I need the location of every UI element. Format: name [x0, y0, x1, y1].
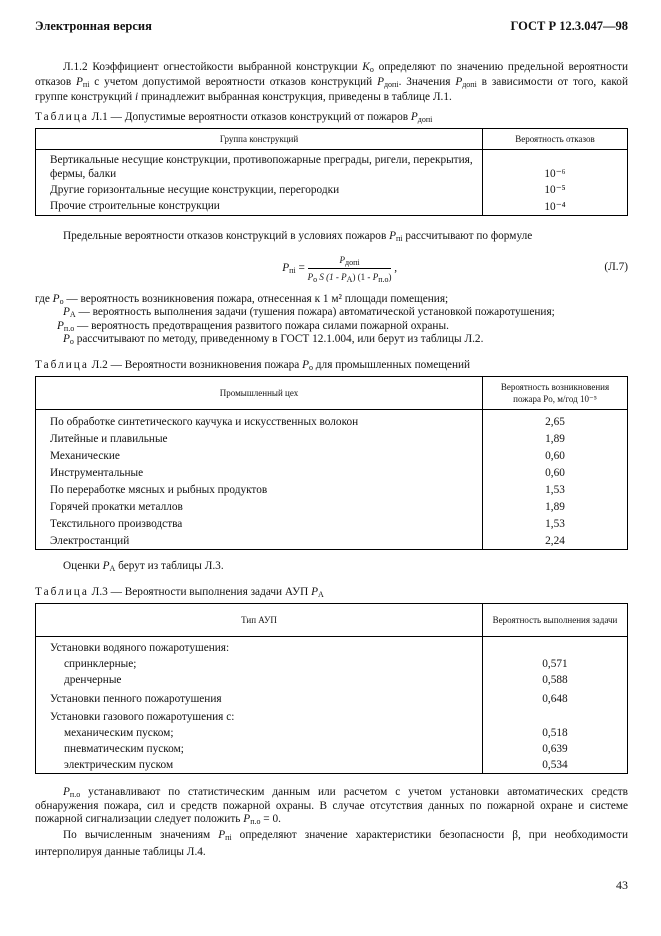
table1: [35, 128, 628, 216]
formula-number: (Л.7): [604, 261, 628, 274]
formula-expression: $P_{пi}$ = $\frac{P_{допi}}{P_o S (1 - P_A) (1 - P_{п.о})}$ ,: [282, 254, 398, 284]
formula-legend: [35, 293, 628, 347]
table2: [35, 376, 628, 550]
subscript: o: [369, 64, 374, 74]
table1-header-group: Группа конструкций: [36, 129, 483, 150]
p1-text-f: принадлежит выбранная конструкция, приведены в таблице Л.1.: [138, 90, 452, 103]
table3-header-probability: Вероятность выполнения задачи: [483, 604, 628, 637]
subscript: допi: [383, 79, 399, 89]
table3-caption: Таблица Л.3 — Вероятности выполнения задачи АУП $P_A$: [35, 585, 324, 599]
table-row: Установки водяного пожаротушения:: [36, 637, 628, 657]
table-row: Другие горизонтальные несущие конструкции, перегородки 10⁻⁵: [36, 182, 628, 198]
paragraph-beta-text: По вычисленным значениям $P_{пi}$ определяют значение характеристики безопасности β, при необходимости интерполируя данные таблицы Л.4.: [35, 828, 628, 858]
legend-line: $P_A$ — вероятность выполнения задачи (тушения пожара) автоматической установкой пожаротушения;: [63, 306, 555, 319]
table-row: Инструментальные 0,60: [36, 464, 628, 481]
table2-caption: Таблица Л.2 — Вероятности возникновения пожара $P_o$ для промышленных помещений: [35, 358, 471, 372]
table-row: дренчерные 0,588: [36, 672, 628, 688]
table-row: Прочие строительные конструкции 10⁻⁴: [36, 198, 628, 216]
p1-text-c: с учетом допустимой вероятности отказов конструкций: [89, 75, 378, 88]
formula-l7: [35, 254, 628, 283]
header-left: Электронная версия: [35, 19, 152, 33]
table-row: спринклерные; 0,571: [36, 656, 628, 672]
table-row: Вертикальные несущие конструкции, противопожарные преграды, ригели, перекрытия, фермы, балки 10⁻⁶: [36, 150, 628, 183]
symbol-p: P: [455, 75, 463, 88]
table-row: Текстильного производства 1,53: [36, 515, 628, 532]
table-row: Механические 0,60: [36, 447, 628, 464]
table1-header-probability: Вероятность отказов: [483, 129, 628, 150]
legend-line: $P_{п.о}$ — вероятность предотвращения развитого пожара силами пожарной охраны.: [57, 319, 449, 333]
paragraph-ppo-text: $P_{п.о}$ устанавливают по статистическим данным или расчетом с учетом установки автоматических средств обнаружения пожара, сил и средств пожарной охраны. В случае отсутствия данных по пожарной охране и системе пожарной сигнализации следует положить $P_{п.о} = 0$.: [35, 786, 628, 826]
symbol-i: i: [135, 90, 139, 103]
subscript: допi: [462, 79, 477, 89]
symbol-p: P: [377, 75, 384, 88]
paragraph-l12: [35, 60, 628, 105]
paragraph-ppo: [35, 786, 628, 861]
header-right: ГОСТ Р 12.3.047—98: [510, 19, 628, 33]
table-row: механическим пуском; 0,518: [36, 725, 628, 741]
p1-text-d: . Значения: [398, 75, 456, 88]
legend-line: $P_o$ рассчитывают по методу, приведенному в ГОСТ 12.1.004, или берут из таблицы Л.2.: [63, 333, 484, 346]
table-row: пневматическим пуском; 0,639: [36, 741, 628, 757]
table-row: Установки газового пожаротушения с:: [36, 707, 628, 725]
p1-text-e: в зависимости от того, какой группе конструкций: [35, 75, 628, 103]
table-row: электрическим пуском 0,534: [36, 757, 628, 774]
legend-line: где $P_o$ — вероятность возникновения пожара, отнесенная к 1 м² площади помещения;: [35, 292, 449, 306]
table2-header-shop: Промышленный цех: [36, 377, 483, 410]
table1-caption: Таблица Л.1 — Допустимые вероятности отказов конструкций от пожаров $P_{допi}$: [35, 110, 433, 124]
table-row: Литейные и плавильные 1,89: [36, 430, 628, 447]
subscript: пi: [82, 79, 90, 89]
p1-text-b: определяют по значению предельной вероятности отказов: [35, 60, 628, 88]
formula-fraction: $\frac{P_{допi}}{P_o S (1 - P_A) (1 - P_{п.о})}$: [307, 254, 392, 284]
paragraph-pa-note: Оценки $P_A$ берут из таблицы Л.3.: [63, 560, 224, 573]
table-row: По переработке мясных и рыбных продуктов 1,53: [36, 481, 628, 498]
symbol-k: K: [362, 60, 370, 73]
table3: [35, 603, 628, 774]
symbol-p: P: [76, 75, 83, 88]
table-row: Установки пенного пожаротушения 0,648: [36, 688, 628, 707]
table-row: Горячей прокатки металлов 1,89: [36, 498, 628, 515]
page-header: [35, 20, 628, 34]
page-number: 43: [616, 877, 628, 892]
p1-text-a: Л.1.2 Коэффициент огнестойкости выбранной конструкции: [63, 60, 363, 73]
table-row: По обработке синтетического каучука и искусственных волокон 2,65: [36, 410, 628, 431]
paragraph-formula-intro: Предельные вероятности отказов конструкций в условиях пожаров $P_{пi}$ рассчитывают по формуле: [63, 230, 533, 243]
table3-header-type: Тип АУП: [36, 604, 483, 637]
table2-header-probability: Вероятность возникновения пожара Pо, м/год 10⁻⁵: [483, 377, 628, 410]
table-row: Электростанций 2,24: [36, 532, 628, 550]
